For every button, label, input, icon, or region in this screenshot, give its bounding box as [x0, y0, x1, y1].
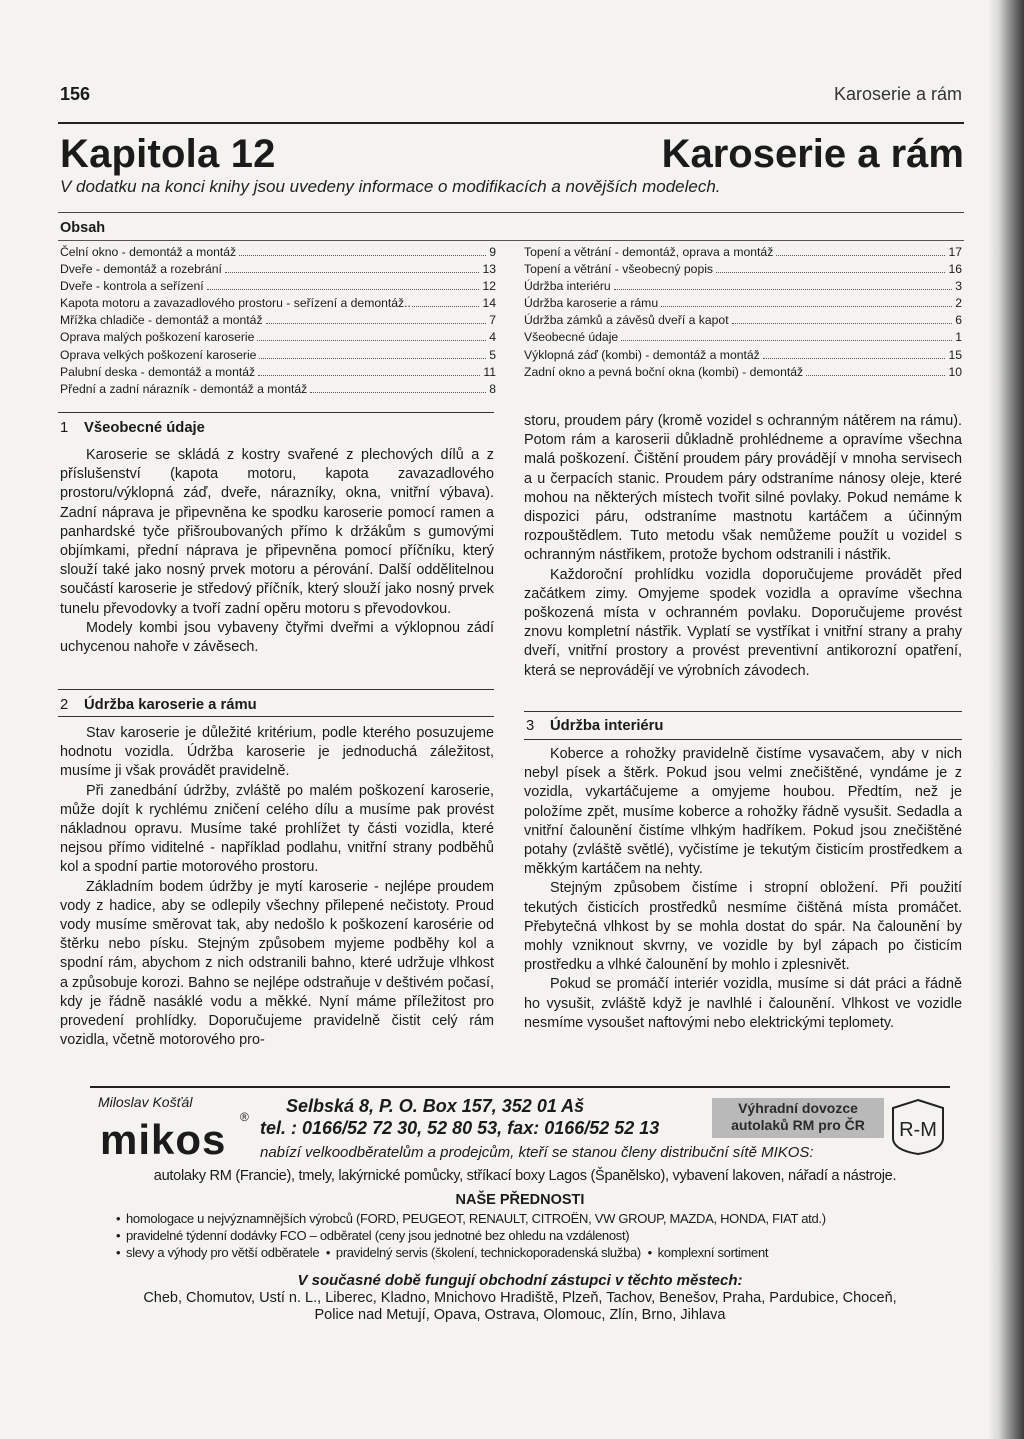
chapter-heading — [58, 132, 964, 180]
section-rule — [524, 739, 962, 740]
toc-entry: Čelní okno - demontáž a montáž 9 — [60, 245, 496, 259]
section-2-heading — [60, 697, 257, 713]
cities-line: Police nad Metují, Opava, Ostrava, Olomouc, Zlín, Brno, Jihlava — [314, 1307, 726, 1323]
toc-entry: Údržba zámků a závěsů dveří a kapot 6 — [524, 313, 962, 328]
section-number: 3 — [526, 718, 535, 734]
paragraph: Při zanedbání údržby, zvláště po malém poškození karoserie, může dojít k rychlému zničení celého dílu a musíme pak provést nákladnou opravu. Musíme také prohlížet ty části vozidla, které nejsou přímo viditelné - například podlahu, vnitřní strany podběhů kol a spodní partie motorového prostoru. — [60, 782, 494, 876]
toc-title: Obsah — [60, 220, 106, 236]
toc-rule — [58, 240, 964, 241]
section-rule — [58, 716, 494, 717]
chapter-intro: V dodatku na konci knihy jsou uvedeny informace o modifikacích a novějších modelech. — [60, 177, 721, 196]
importer-badge — [712, 1098, 884, 1138]
toc-entry: Údržba interiéru 3 — [524, 279, 962, 294]
mikos-advertisement — [90, 1086, 950, 1338]
toc-entry: Dveře - kontrola a seřízení 12 — [60, 279, 496, 294]
toc-entry: Výklopná záď (kombi) - demontáž a montáž 15 — [524, 347, 962, 362]
section-1-heading — [60, 420, 205, 436]
section-number: 1 — [60, 420, 69, 436]
toc-entry: Přední a zadní nárazník - demontáž a montáž 8 — [60, 381, 496, 396]
paragraph: Pokud se promáčí interiér vozidla, musíme si dát práci a řádně ho vysušit, zvláště když je navlhlé i čalounění. Vlhkost ve vozidle nesmíme vysoušet naftovými nebo elektrickými teplomety. — [524, 976, 962, 1031]
toc-entry: Palubní deska - demontáž a montáž 11 — [60, 364, 496, 379]
section-title: Údržba interiéru — [550, 718, 664, 734]
section-title: Všeobecné údaje — [84, 420, 205, 436]
advantage-item: • slevy a výhody pro větší odběratele • pravidelný servis (školení, technickoporadenská služba) • komplexní sortiment — [116, 1245, 769, 1260]
section-rule — [58, 412, 494, 413]
page-number: 156 — [60, 84, 91, 104]
paragraph: storu, proudem páry (kromě vozidel s ochranným nátěrem na rámu). Potom rám a karoserii důkladně prohlédneme a opravíme všechna malá poškození. Čištění proudem páry provádějí v mnoha servisech a u čerpacích stanic. Proudem páry odstraníme nánosy oleje, které mohou na některých místech tvořit silné povlaky. Pokud nemáme k dispozici páru, odstraníme mastnotu kartáčem a účinným rozpouštědlem. Tuto metodu však nemůžeme použít u vozidel s ochranným nástřikem, protože bychom odstranili i nástřik. — [524, 413, 962, 564]
representatives-cities — [90, 1290, 950, 1324]
section-rule — [524, 711, 962, 712]
toc-entry: Oprava malých poškození karoserie 4 — [60, 330, 496, 345]
book-spine-shadow — [988, 0, 1024, 1439]
ad-offer: nabízí velkoodběratelům a prodejcům, kteří se stanou členy distribuční sítě MIKOS: — [260, 1144, 814, 1161]
toc-entry: Kapota motoru a zavazadlového prostoru - seřízení a demontáž.. 14 — [60, 296, 496, 311]
toc-entry: Oprava velkých poškození karoserie 5 — [60, 347, 496, 362]
badge-line: Výhradní dovozce — [738, 1100, 858, 1116]
badge-line: autolaků RM pro ČR — [731, 1117, 865, 1133]
paragraph: Stav karoserie je důležité kritérium, podle kterého posuzujeme hodnotu vozidla. Údržba karoserie je jednoduchá záležitost, musíme ji však provádět pravidelně. — [60, 725, 494, 780]
toc-entry: Dveře - demontáž a rozebrání 13 — [60, 262, 496, 277]
toc-entry: Mřížka chladiče - demontáž a montáž 7 — [60, 313, 496, 328]
toc-left-column — [60, 244, 496, 398]
section-title: Údržba karoserie a rámu — [84, 697, 257, 713]
rm-logo-text: R-M — [899, 1119, 937, 1141]
advantage-item: • pravidelné týdenní dodávky FCO – odběratel (ceny jsou jednotné bez ohledu na vzdálenost) — [116, 1228, 630, 1243]
toc-entry: Topení a větrání - demontáž, oprava a montáž 17 — [524, 245, 962, 259]
section-3-heading — [526, 718, 663, 734]
ad-author: Miloslav Košťál — [98, 1094, 193, 1110]
section-rule — [58, 689, 494, 690]
section-2-continuation — [524, 412, 962, 681]
ad-products: autolaky RM (Francie), tmely, lakýrnické pomůcky, stříkací boxy Lagos (Španělsko), vybavení lakoven, nářadí a nástroje. — [153, 1168, 897, 1184]
header-rule — [58, 122, 964, 124]
toc-entry: Zadní okno a pevná boční okna (kombi) - demontáž 10 — [524, 364, 962, 379]
advantages-list — [116, 1210, 946, 1261]
cities-line: Cheb, Chomutov, Ustí n. L., Liberec, Kladno, Mnichovo Hradiště, Plzeň, Tachov, Benešov, Praha, Pardubice, Choceň, — [143, 1290, 897, 1306]
ad-address: Selbská 8, P. O. Box 157, 352 01 Aš — [286, 1096, 585, 1116]
section-number: 2 — [60, 697, 69, 713]
toc-entry: Všeobecné údaje 1 — [524, 330, 962, 345]
toc-right-column — [524, 244, 962, 381]
paragraph: Koberce a rohožky pravidelně čistíme vysavačem, aby v nich nebyl písek a štěrk. Pokud jsou velmi znečištěné, vyndáme je z vozidla, vykartáčujeme a omyjeme houbou. Předtím, než je položíme zpět, musíme koberce a rohožky řádně vysušit. Sedadla a vnitřní čalounění čistíme vlhkým hadříkem. Pokud jsou znečištěné potahy (zvláště světlé), vyčistíme je tekutým čisticím prostředkem a měkkým kartáčem na nehty. — [524, 746, 962, 878]
chapter-title: Karoserie a rám — [661, 132, 964, 176]
mikos-logo: mikos — [100, 1116, 227, 1163]
paragraph: Stejným způsobem čistíme i stropní obložení. Při použití tekutých čisticích prostředků nesmíme čištěná místa promáčet. Přebytečná vlhkost by se mohla dostat do spár. Na čalounění by mohly vzniknout skvrny, ve vozidle by byl zápach po čisticím prostředku a vlhké čalounění by mohlo i zplesnivět. — [524, 880, 962, 974]
advantage-item: • homologace u nejvýznamnějších výrobců (FORD, PEUGEOT, RENAULT, CITROËN, VW GROUP, MAZDA, HONDA, FIAT atd.) — [116, 1211, 826, 1226]
section-3-body — [524, 745, 962, 1033]
registered-mark: ® — [240, 1110, 249, 1124]
rm-logo-icon — [888, 1098, 948, 1156]
paragraph: Základním bodem údržby je mytí karoserie - nejlépe proudem vody z hadice, aby se odlepily všechny přilepené nečistoty. Proud vody musíme směrovat tak, aby nedošlo k poškození karosérie od štěrku nebo písku. Stejným způsobem myjeme podběhy kol a spodní rám, abychom z nich odstranili bahno, které udržuje vlhkost a způsobuje korozi. Bahno se nejlépe odstraňuje v deštivém počasí, kdy je řádně nasáklé vodu a měkké. Nyní máme příležitost pro provedení prohlídky. Doporučujeme pravidelně čistit celý rám vozidla, včetně motorového pro- — [60, 878, 494, 1049]
section-2-body — [60, 724, 494, 1050]
paragraph: Modely kombi jsou vybaveny čtyřmi dveřmi a výklopnou zádí uchycenou nahoře v závěsech. — [60, 619, 494, 656]
running-header — [58, 80, 964, 108]
advantages-title: NAŠE PŘEDNOSTI — [455, 1192, 585, 1208]
paragraph: Každoroční prohlídku vozidla doporučujeme provádět před začátkem zimy. Omyjeme spodek vozidla a opravíme všechna poškozená místa v ochranném povlaku. Doporučujeme provést znovu kompletní nástřik. Vyplatí se vystříkat i vnitřní strany a prahy dveří, vnitřní prostory a provést preventivní antikorozní opatření, která se neprovádějí ve výrobních závodech. — [524, 566, 962, 679]
intro-rule — [58, 212, 964, 213]
toc-entry: Topení a větrání - všeobecný popis 16 — [524, 262, 962, 277]
ad-phone: tel. : 0166/52 72 30, 52 80 53, fax: 0166/52 52 13 — [260, 1118, 660, 1138]
representatives-title: V současné době fungují obchodní zástupci v těchto městech: — [297, 1272, 743, 1289]
paragraph: Karoserie se skládá z kostry svařené z plechových dílů a z příslušenství (kapota motoru, kapota zavazadlového prostoru/výklopná záď, dveře, nárazníky, okna, vnitřní výbava). Zadní náprava je připevněna ke spodku karoserie pomocí ramen a panhardské tyče přišroubovaných přímo k držákům s gumovými objímkami, přední náprava je připevněna pomocí příčníku, který slouží také jako nosný prvek motoru a pérování. Další oddělitelnou součástí karoserie je středový příčník, který slouží jako nosný prvek tunelu převodovky a tvoří zadní opěru motoru s převodovkou. — [60, 447, 494, 617]
chapter-label: Kapitola 12 — [60, 132, 276, 176]
toc-entry: Údržba karoserie a rámu 2 — [524, 296, 962, 311]
running-title: Karoserie a rám — [833, 84, 962, 104]
section-1-body — [60, 446, 494, 657]
